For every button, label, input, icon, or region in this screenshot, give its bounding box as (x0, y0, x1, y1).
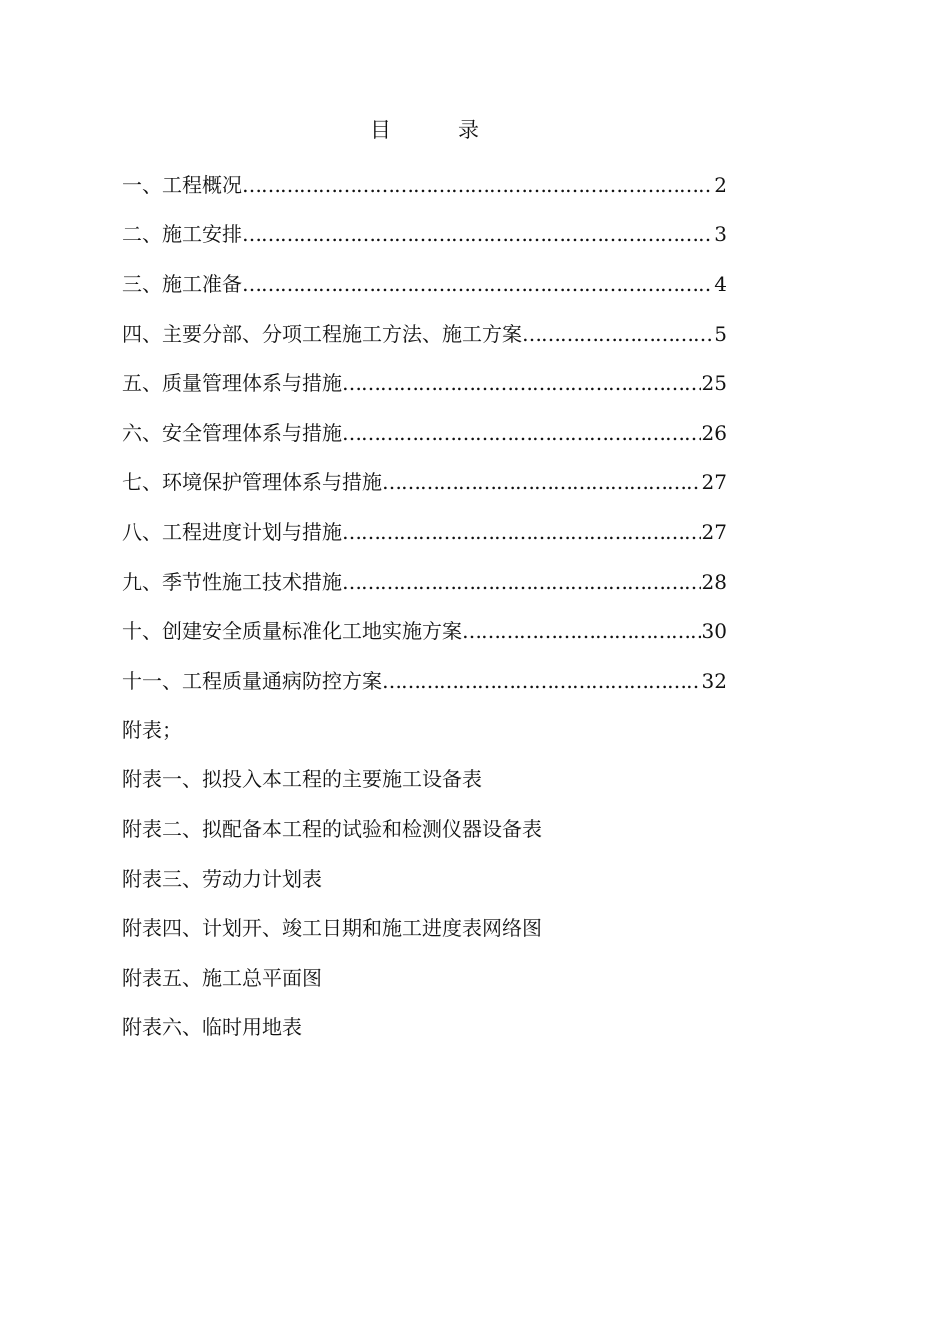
toc-entry-text: 二、施工安排 (122, 222, 242, 247)
toc-page-number: 25 (701, 371, 727, 396)
toc-entry (122, 358, 727, 408)
toc-leader-dots (242, 214, 713, 254)
toc-page-number: 2 (714, 172, 727, 197)
toc-leader-dots (242, 165, 713, 205)
toc-leader-dots (462, 611, 701, 651)
toc-page-number: 30 (701, 619, 727, 644)
toc-leader-dots (242, 264, 713, 304)
toc-entry (122, 309, 727, 359)
toc-page-number: 3 (714, 222, 727, 247)
toc-leader-dots (342, 562, 701, 602)
appendix-item: 附表五、施工总平面图 (122, 965, 322, 990)
appendix-item: 附表一、拟投入本工程的主要施工设备表 (122, 767, 482, 792)
toc-page-number: 28 (701, 569, 727, 594)
toc-entry-text: 三、施工准备 (122, 271, 242, 296)
toc-entry (122, 557, 727, 607)
toc-entry (122, 160, 727, 210)
toc-entry-text: 九、季节性施工技术措施 (122, 569, 342, 594)
toc-leader-dots (522, 314, 713, 354)
appendix-item: 附表六、临时用地表 (122, 1015, 302, 1040)
toc-entry-text: 六、安全管理体系与措施 (122, 420, 342, 445)
toc-leader-dots (342, 413, 701, 453)
toc-entry-text: 四、主要分部、分项工程施工方法、施工方案 (122, 321, 522, 346)
toc-leader-dots (342, 363, 701, 403)
toc-entry-text: 一、工程概况 (122, 172, 242, 197)
toc-leader-dots (382, 661, 701, 701)
toc-entry (122, 507, 727, 557)
toc-entry (122, 606, 727, 656)
toc-page-number: 32 (701, 668, 727, 693)
appendix-item: 附表二、拟配备本工程的试验和检测仪器设备表 (122, 816, 542, 841)
toc-entry-text: 十、创建安全质量标准化工地实施方案 (122, 619, 462, 644)
appendix-heading: 附表； (122, 717, 182, 742)
toc-entry (122, 259, 727, 309)
toc-page-number: 5 (714, 321, 727, 346)
toc-entry (122, 210, 727, 260)
toc-page-number: 4 (714, 271, 727, 296)
toc-page-number: 27 (701, 519, 727, 544)
toc-title: 目 录 (370, 118, 480, 142)
toc-leader-dots (382, 462, 701, 502)
toc-leader-dots (342, 512, 701, 552)
toc-page-number: 26 (701, 420, 727, 445)
appendix-list (122, 705, 772, 1052)
toc-entry-text: 八、工程进度计划与措施 (122, 519, 342, 544)
toc-entry-text: 五、质量管理体系与措施 (122, 371, 342, 396)
toc-entry (122, 458, 727, 508)
appendix-item: 附表三、劳动力计划表 (122, 866, 322, 891)
toc-entry (122, 656, 727, 706)
toc-entry-text: 七、环境保护管理体系与措施 (122, 470, 382, 495)
table-of-contents (122, 160, 727, 706)
appendix-item: 附表四、计划开、竣工日期和施工进度表网络图 (122, 916, 542, 941)
toc-entry (122, 408, 727, 458)
toc-page-number: 27 (701, 470, 727, 495)
toc-entry-text: 十一、工程质量通病防控方案 (122, 668, 382, 693)
